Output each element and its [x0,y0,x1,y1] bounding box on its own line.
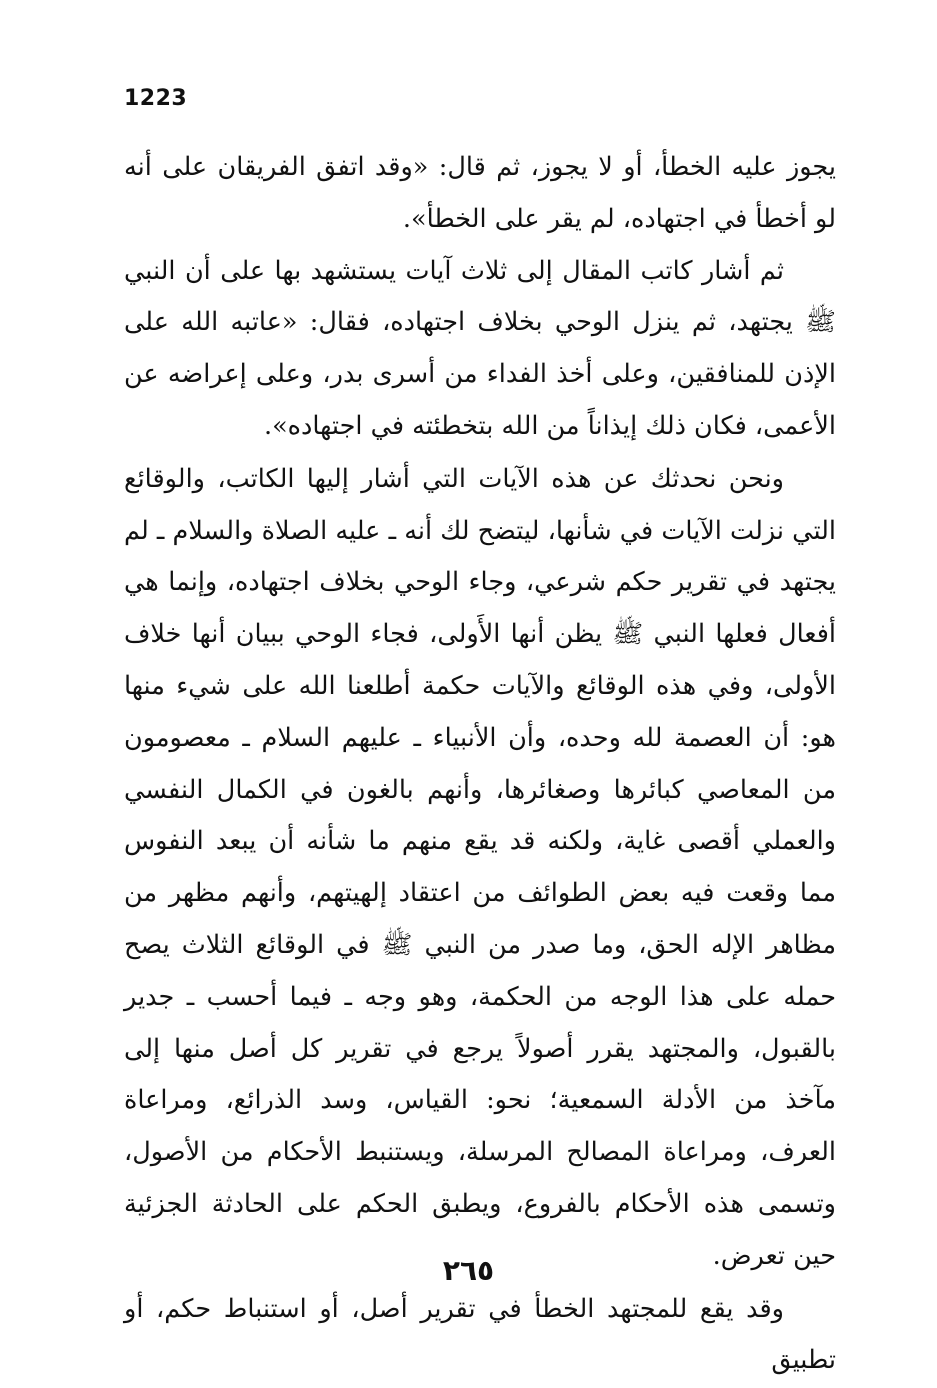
top-page-number: 1223 [124,86,188,111]
body-text [124,142,836,1388]
paragraph-1: يجوز عليه الخطأ، أو لا يجوز، ثم قال: «وقد اتفق الفريقان على أنه لو أخطأ في اجتهاده، لم يقر على الخطأ». [124,152,836,234]
footer-page-number: ٢٦٥ [442,1254,495,1287]
paragraph-2: ثم أشار كاتب المقال إلى ثلاث آيات يستشهد بها على أن النبي ﷺ يجتهد، ثم ينزل الوحي بخلاف اجتهاده، فقال: «عاتبه الله على الإذن للمنافقين، وعلى أخذ الفداء من أسرى بدر، وعلى إعراضه عن الأعمى، فكان ذلك إيذاناً من الله بتخطئته في اجتهاده». [124,255,836,441]
paragraph-3: ونحن نحدثك عن هذه الآيات التي أشار إليها الكاتب، والوقائع التي نزلت الآيات في شأنها، ليتضح لك أنه ـ عليه الصلاة والسلام ـ لم يجتهد في تقرير حكم شرعي، وجاء الوحي بخلاف اجتهاده، وإنما هي أفعال فعلها النبي ﷺ يظن أنها الأَولى، فجاء الوحي ببيان أنها خلاف الأولى، وفي هذه الوقائع والآيات حكمة أطلعنا الله على شيء منها هو: أن العصمة لله وحده، وأن الأنبياء ـ عليهم السلام ـ معصومون من المعاصي كبائرها وصغائرها، وأنهم بالغون في الكمال النفسي والعملي أقصى غاية، ولكنه قد يقع منهم ما شأنه أن يبعد النفوس مما وقعت فيه بعض الطوائف من اعتقاد إلهيتهم، وأنهم مظهر من مظاهر الإله الحق، وما صدر من النبي ﷺ في الوقائع الثلاث يصح حمله على هذا الوجه من الحكمة، وهو وجه ـ فيما أحسب ـ جدير بالقبول، والمجتهد يقرر أصولاً يرجع في تقرير كل أصل منها إلى مآخذ من الأدلة السمعية؛ نحو: القياس، وسد الذرائع، ومراعاة العرف، ومراعاة المصالح المرسلة، ويستنبط الأحكام من الأصول، وتسمى هذه الأحكام بالفروع، ويطبق الحكم على الحادثة الجزئية حين تعرض. [124,463,836,1271]
paragraph-4: وقد يقع للمجتهد الخطأ في تقرير أصل، أو استنباط حكم، أو تطبيق [124,1293,836,1376]
